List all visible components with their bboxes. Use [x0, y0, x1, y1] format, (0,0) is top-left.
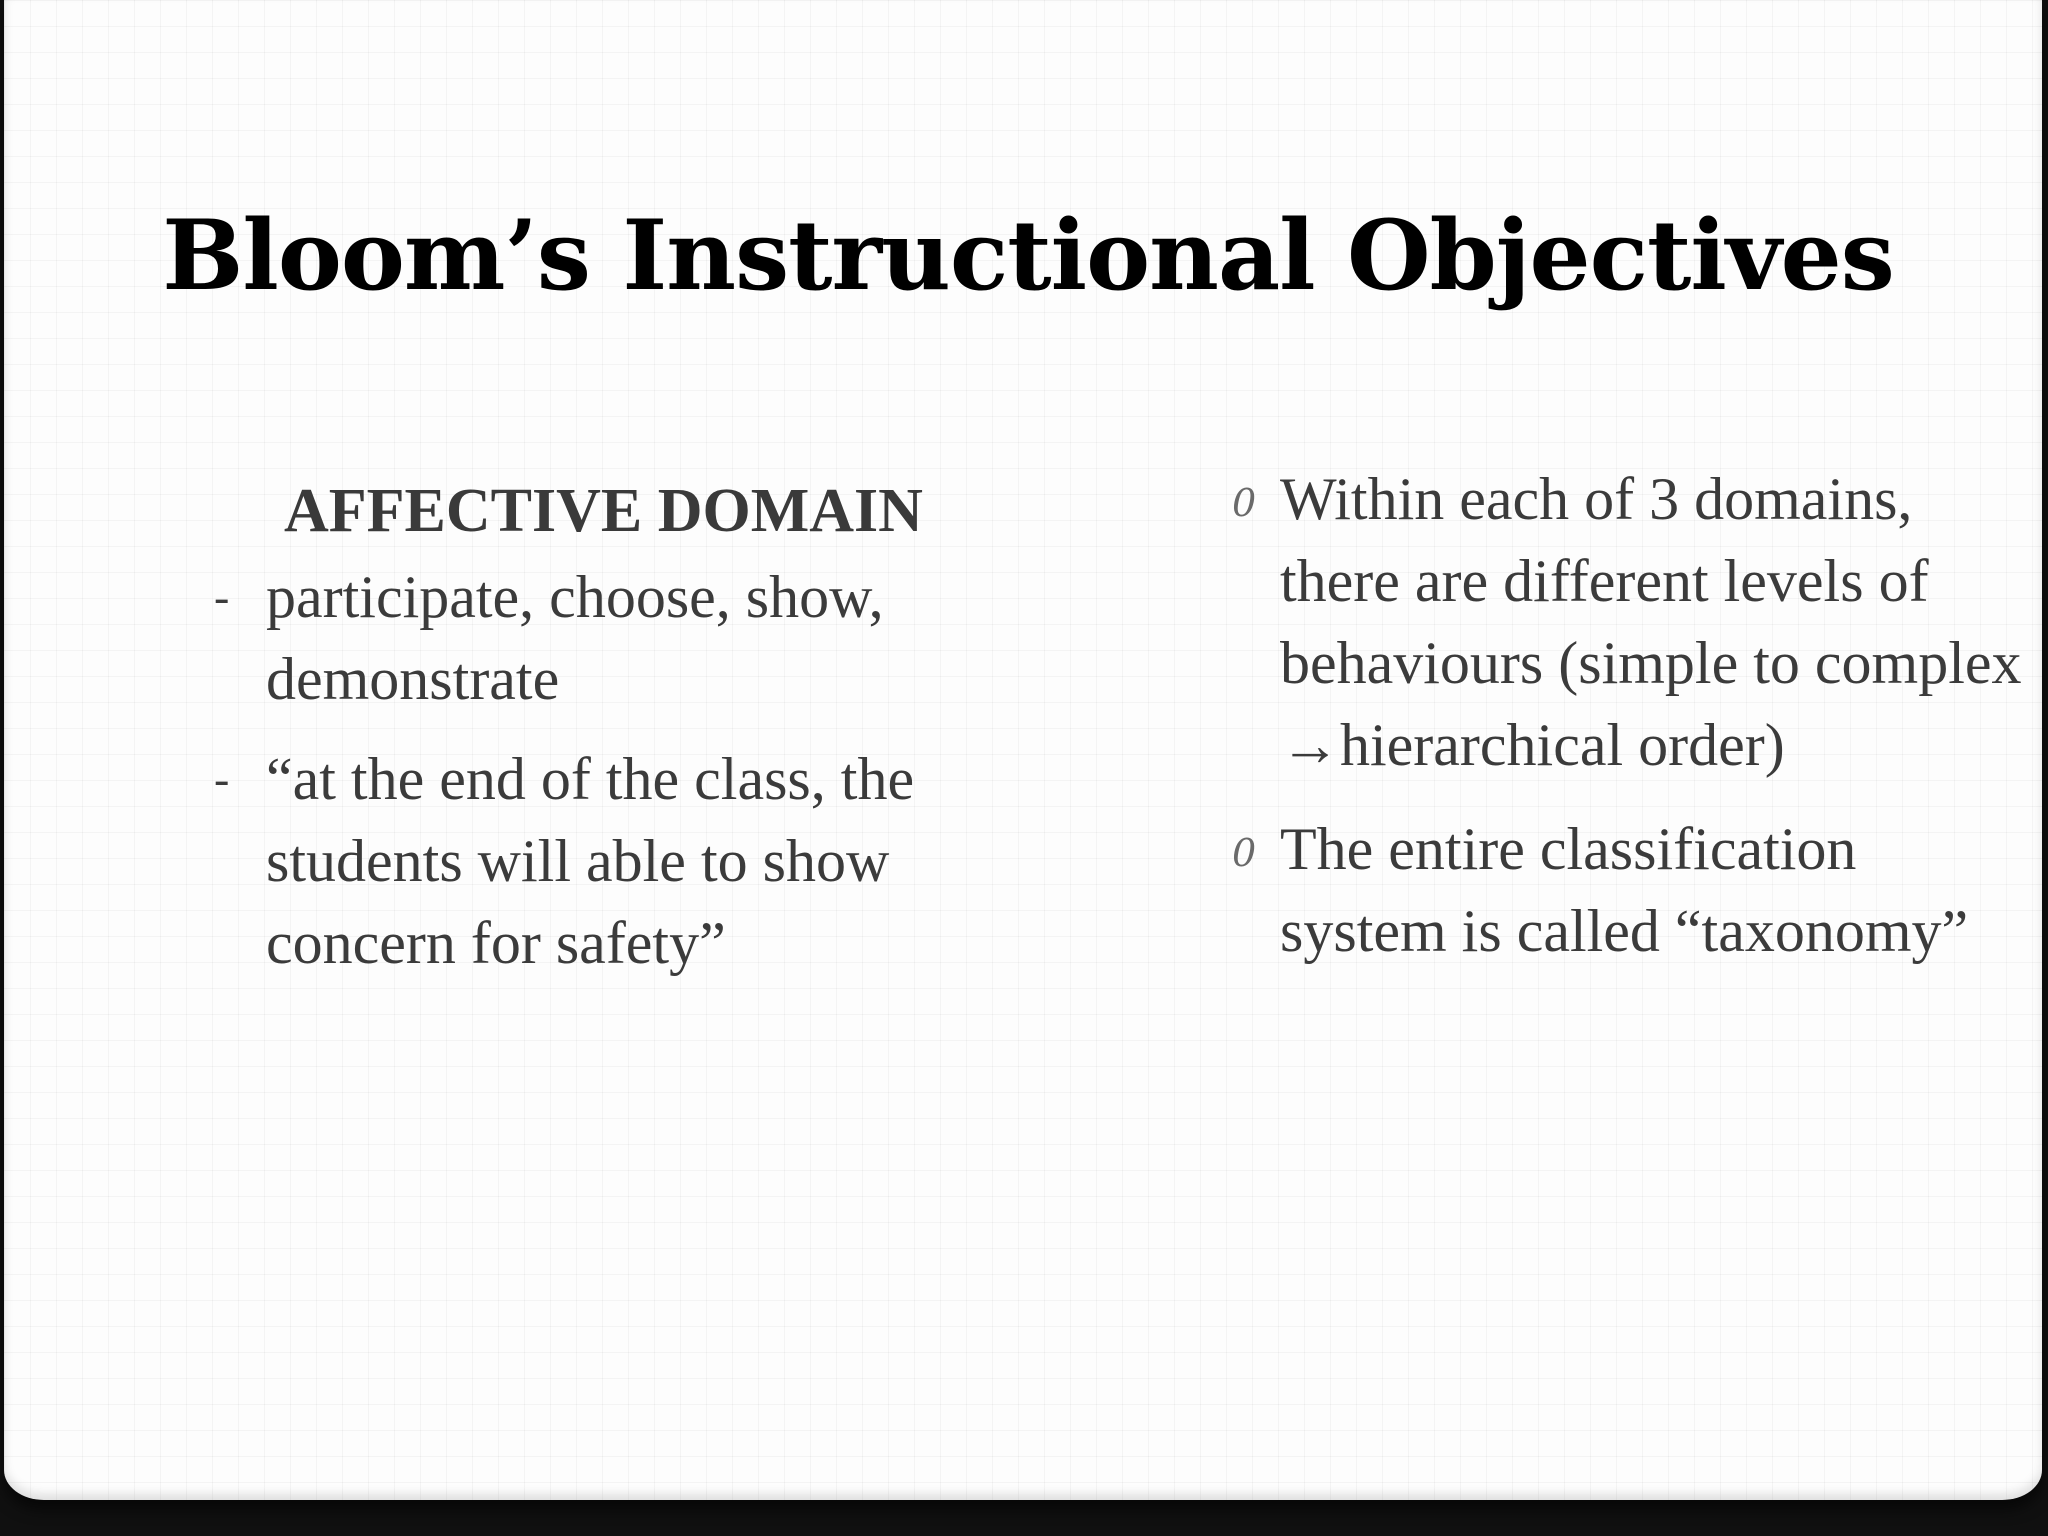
- list-item-text: “at the end of the class, the students will able to show concern for safety”: [266, 746, 915, 976]
- slide-canvas: [4, 0, 2042, 1500]
- affective-domain-heading: AFFECTIVE DOMAIN: [284, 477, 923, 545]
- dash-bullet-icon: -: [214, 571, 230, 622]
- list-item-text: participate, choose, show, demonstrate: [266, 564, 884, 712]
- left-column: [204, 466, 1044, 1002]
- list-item-text: Within each of 3 domains, there are different levels of behaviours (simple to complex →hierarchical order): [1280, 466, 2022, 778]
- zero-bullet-icon: 0: [1232, 831, 1257, 875]
- list-item: [1226, 458, 2026, 786]
- list-item: [1226, 808, 2026, 972]
- dash-bullet-icon: -: [214, 753, 230, 804]
- list-item: [204, 738, 1044, 984]
- slide-title: Bloom’s Instructional Objectives: [162, 199, 1894, 312]
- list-item: [204, 556, 1044, 720]
- right-column: [1226, 458, 2026, 994]
- zero-bullet-icon: 0: [1232, 481, 1257, 525]
- list-item-text: The entire classification system is called “taxonomy”: [1280, 816, 1969, 964]
- affective-domain-list: [204, 556, 1044, 984]
- taxonomy-bullet-list: [1226, 458, 2026, 972]
